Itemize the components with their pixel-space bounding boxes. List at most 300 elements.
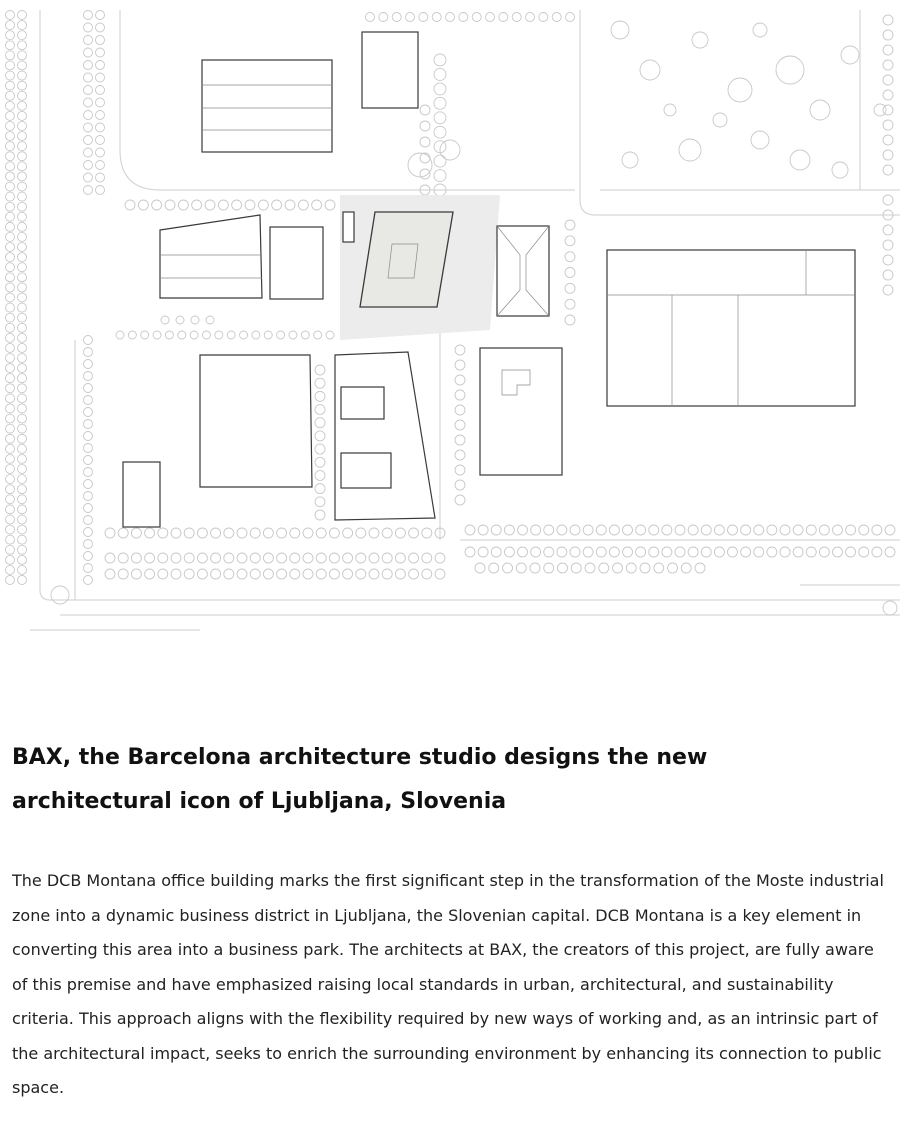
- tree-mark: [544, 547, 554, 557]
- tree-mark: [369, 553, 379, 563]
- tree-mark: [316, 528, 326, 538]
- tree-mark: [6, 101, 15, 110]
- tree-mark: [6, 142, 15, 151]
- tree-mark: [459, 13, 468, 22]
- tree-mark: [264, 331, 272, 339]
- tree-mark: [623, 547, 633, 557]
- tree-mark: [883, 601, 897, 615]
- tree-mark: [237, 553, 247, 563]
- tree-mark: [158, 528, 168, 538]
- tree-mark: [6, 333, 15, 342]
- tree-mark: [767, 525, 777, 535]
- tree-mark: [211, 553, 221, 563]
- tree-mark: [118, 553, 128, 563]
- tree-mark: [713, 113, 727, 127]
- tree-mark: [224, 528, 234, 538]
- tree-mark: [18, 505, 27, 514]
- tree-mark: [395, 553, 405, 563]
- tree-mark: [859, 547, 869, 557]
- tree-mark: [455, 450, 465, 460]
- tree-mark: [245, 200, 255, 210]
- tree-mark: [211, 528, 221, 538]
- tree-mark: [84, 86, 93, 95]
- tree-mark: [475, 563, 485, 573]
- tree-mark: [96, 36, 105, 45]
- tree-mark: [161, 316, 169, 324]
- tree-mark: [96, 73, 105, 82]
- tree-mark: [806, 525, 816, 535]
- tree-mark: [544, 525, 554, 535]
- tree-mark: [18, 121, 27, 130]
- tree-mark: [455, 405, 465, 415]
- tree-mark: [18, 565, 27, 574]
- tree-mark: [303, 553, 313, 563]
- tree-mark: [609, 525, 619, 535]
- tree-mark: [435, 569, 445, 579]
- tree-mark: [315, 418, 325, 428]
- tree-mark: [512, 13, 521, 22]
- tree-mark: [409, 528, 419, 538]
- tree-mark: [178, 200, 188, 210]
- tree-mark: [409, 553, 419, 563]
- tree-mark: [18, 374, 27, 383]
- tree-mark: [250, 553, 260, 563]
- tree-mark: [165, 331, 173, 339]
- tree-mark: [503, 563, 513, 573]
- tree-mark: [298, 200, 308, 210]
- tree-mark: [205, 200, 215, 210]
- tree-mark: [84, 36, 93, 45]
- tree-mark: [434, 68, 446, 80]
- tree-mark: [118, 528, 128, 538]
- tree-mark: [96, 111, 105, 120]
- tree-mark: [6, 475, 15, 484]
- tree-mark: [832, 162, 848, 178]
- tree-mark: [434, 170, 446, 182]
- tree-mark: [96, 86, 105, 95]
- tree-mark: [18, 192, 27, 201]
- tree-mark: [18, 202, 27, 211]
- tree-mark: [883, 120, 893, 130]
- tree-mark: [883, 165, 893, 175]
- tree-mark: [158, 553, 168, 563]
- tree-mark: [668, 563, 678, 573]
- tree-mark: [883, 270, 893, 280]
- tree-mark: [885, 525, 895, 535]
- tree-mark: [6, 41, 15, 50]
- tree-mark: [84, 111, 93, 120]
- tree-mark: [312, 200, 322, 210]
- tree-mark: [84, 552, 93, 561]
- tree-mark: [206, 316, 214, 324]
- tree-mark: [290, 569, 300, 579]
- tree-mark: [6, 263, 15, 272]
- tree-mark: [314, 331, 322, 339]
- tree-mark: [883, 240, 893, 250]
- tree-mark: [18, 525, 27, 534]
- tree-mark: [303, 528, 313, 538]
- tree-mark: [171, 569, 181, 579]
- tree-mark: [96, 148, 105, 157]
- tree-mark: [649, 547, 659, 557]
- tree-mark: [184, 528, 194, 538]
- tree-mark: [714, 525, 724, 535]
- tree-mark: [6, 465, 15, 474]
- tree-mark: [883, 285, 893, 295]
- tree-mark: [202, 331, 210, 339]
- tree-mark: [728, 547, 738, 557]
- tree-mark: [6, 495, 15, 504]
- tree-mark: [636, 547, 646, 557]
- tree-mark: [6, 343, 15, 352]
- tree-mark: [329, 553, 339, 563]
- tree-mark: [6, 162, 15, 171]
- tree-mark: [252, 331, 260, 339]
- tree-mark: [806, 547, 816, 557]
- tree-mark: [6, 434, 15, 443]
- tree-mark: [810, 100, 830, 120]
- tree-mark: [18, 243, 27, 252]
- tree-mark: [681, 563, 691, 573]
- tree-mark: [84, 480, 93, 489]
- tree-mark: [325, 200, 335, 210]
- tree-mark: [455, 465, 465, 475]
- tree-mark: [285, 200, 295, 210]
- tree-mark: [18, 323, 27, 332]
- tree-mark: [138, 200, 148, 210]
- tree-mark: [544, 563, 554, 573]
- tree-mark: [570, 547, 580, 557]
- tree-mark: [558, 563, 568, 573]
- tree-mark: [422, 553, 432, 563]
- tree-mark: [84, 73, 93, 82]
- tree-mark: [289, 331, 297, 339]
- tree-mark: [105, 569, 115, 579]
- tree-mark: [379, 13, 388, 22]
- tree-mark: [776, 56, 804, 84]
- tree-mark: [422, 569, 432, 579]
- tree-mark: [105, 553, 115, 563]
- tree-mark: [84, 456, 93, 465]
- tree-mark: [18, 555, 27, 564]
- tree-mark: [489, 563, 499, 573]
- tree-mark: [6, 152, 15, 161]
- tree-mark: [84, 504, 93, 513]
- tree-mark: [84, 408, 93, 417]
- tree-mark: [18, 232, 27, 241]
- tree-mark: [504, 547, 514, 557]
- tree-mark: [96, 123, 105, 132]
- tree-mark: [6, 192, 15, 201]
- tree-mark: [518, 547, 528, 557]
- tree-mark: [366, 13, 375, 22]
- tree-mark: [277, 553, 287, 563]
- tree-mark: [315, 431, 325, 441]
- tree-mark: [18, 142, 27, 151]
- tree-mark: [84, 444, 93, 453]
- tree-mark: [18, 21, 27, 30]
- tree-mark: [382, 553, 392, 563]
- tree-mark: [6, 232, 15, 241]
- tree-mark: [6, 303, 15, 312]
- tree-mark: [583, 547, 593, 557]
- tree-mark: [240, 331, 248, 339]
- tree-mark: [565, 252, 575, 262]
- tree-mark: [197, 553, 207, 563]
- tree-mark: [18, 273, 27, 282]
- tree-mark: [6, 243, 15, 252]
- tree-mark: [6, 364, 15, 373]
- tree-mark: [491, 525, 501, 535]
- tree-mark: [640, 60, 660, 80]
- tree-mark: [277, 528, 287, 538]
- tree-mark: [570, 525, 580, 535]
- tree-mark: [84, 360, 93, 369]
- tree-mark: [611, 21, 629, 39]
- tree-mark: [6, 121, 15, 130]
- tree-mark: [596, 525, 606, 535]
- tree-mark: [585, 563, 595, 573]
- tree-mark: [6, 485, 15, 494]
- tree-mark: [883, 45, 893, 55]
- tree-mark: [145, 569, 155, 579]
- tree-mark: [440, 140, 460, 160]
- tree-mark: [883, 75, 893, 85]
- tree-mark: [105, 528, 115, 538]
- tree-mark: [6, 545, 15, 554]
- tree-mark: [434, 97, 446, 109]
- tree-mark: [190, 331, 198, 339]
- tree-mark: [272, 200, 282, 210]
- tree-mark: [846, 547, 856, 557]
- tree-mark: [184, 569, 194, 579]
- tree-mark: [118, 569, 128, 579]
- tree-mark: [84, 348, 93, 357]
- tree-mark: [566, 13, 575, 22]
- tree-mark: [343, 569, 353, 579]
- tree-mark: [263, 528, 273, 538]
- tree-mark: [51, 586, 69, 604]
- tree-mark: [565, 236, 575, 246]
- tree-mark: [623, 525, 633, 535]
- tree-mark: [753, 23, 767, 37]
- tree-mark: [84, 23, 93, 32]
- tree-mark: [790, 150, 810, 170]
- tree-mark: [84, 396, 93, 405]
- tree-mark: [695, 563, 705, 573]
- tree-mark: [153, 331, 161, 339]
- tree-mark: [649, 525, 659, 535]
- tree-mark: [145, 553, 155, 563]
- tree-mark: [211, 569, 221, 579]
- tree-mark: [472, 13, 481, 22]
- tree-mark: [613, 563, 623, 573]
- tree-mark: [609, 547, 619, 557]
- tree-mark: [419, 13, 428, 22]
- article-paragraph: The DCB Montana office building marks the first significant step in the transformation of the Moste industrial zone into a dynamic business district in Ljubljana, the Slovenian capital. DCB Montana is a key element in converting this area into a business park. The architects at BAX, the creators of this project, are fully aware of this premise and have emphasized raising local standards in urban, architectural, and sustainability criteria. This approach aligns with the flexibility required by new ways of working and, as an intrinsic part of the architectural impact, seeks to enrich the surrounding environment by enhancing its connection to public space.: [12, 871, 884, 1097]
- tree-mark: [18, 253, 27, 262]
- tree-mark: [237, 528, 247, 538]
- tree-mark: [6, 394, 15, 403]
- tree-mark: [96, 186, 105, 195]
- tree-mark: [565, 283, 575, 293]
- tree-mark: [526, 13, 535, 22]
- tree-mark: [176, 316, 184, 324]
- tree-mark: [158, 569, 168, 579]
- tree-mark: [316, 569, 326, 579]
- tree-mark: [18, 465, 27, 474]
- tree-mark: [315, 378, 325, 388]
- tree-mark: [599, 563, 609, 573]
- tree-mark: [218, 200, 228, 210]
- tree-mark: [315, 484, 325, 494]
- tree-mark: [18, 333, 27, 342]
- tree-mark: [455, 375, 465, 385]
- tree-mark: [6, 515, 15, 524]
- tree-mark: [6, 222, 15, 231]
- tree-mark: [662, 525, 672, 535]
- tree-mark: [18, 222, 27, 231]
- tree-mark: [315, 497, 325, 507]
- tree-mark: [224, 553, 234, 563]
- tree-mark: [728, 78, 752, 102]
- tree-mark: [478, 547, 488, 557]
- tree-mark: [455, 495, 465, 505]
- tree-mark: [232, 200, 242, 210]
- tree-mark: [754, 547, 764, 557]
- tree-mark: [767, 547, 777, 557]
- tree-mark: [290, 553, 300, 563]
- tree-mark: [688, 525, 698, 535]
- tree-mark: [499, 13, 508, 22]
- tree-mark: [84, 161, 93, 170]
- tree-mark: [18, 424, 27, 433]
- tree-mark: [18, 172, 27, 181]
- tree-mark: [874, 104, 886, 116]
- tree-mark: [6, 212, 15, 221]
- tree-mark: [369, 569, 379, 579]
- tree-mark: [84, 540, 93, 549]
- tree-mark: [131, 528, 141, 538]
- tree-mark: [531, 525, 541, 535]
- tree-mark: [18, 71, 27, 80]
- tree-mark: [18, 354, 27, 363]
- tree-mark: [343, 553, 353, 563]
- tree-mark: [315, 510, 325, 520]
- tree-mark: [883, 135, 893, 145]
- tree-mark: [679, 139, 701, 161]
- tree-mark: [819, 525, 829, 535]
- tree-mark: [833, 547, 843, 557]
- tree-mark: [6, 555, 15, 564]
- tree-mark: [6, 111, 15, 120]
- tree-mark: [18, 303, 27, 312]
- tree-mark: [84, 148, 93, 157]
- tree-mark: [84, 61, 93, 70]
- tree-mark: [84, 372, 93, 381]
- tree-mark: [131, 553, 141, 563]
- tree-mark: [504, 525, 514, 535]
- tree-mark: [224, 569, 234, 579]
- tree-mark: [728, 525, 738, 535]
- tree-mark: [883, 255, 893, 265]
- tree-mark: [18, 364, 27, 373]
- tree-mark: [18, 495, 27, 504]
- tree-mark: [18, 313, 27, 322]
- tree-mark: [197, 569, 207, 579]
- tree-mark: [84, 336, 93, 345]
- tree-mark: [18, 515, 27, 524]
- tree-mark: [263, 553, 273, 563]
- tree-mark: [6, 132, 15, 141]
- tree-mark: [392, 13, 401, 22]
- tree-mark: [531, 547, 541, 557]
- tree-mark: [96, 61, 105, 70]
- tree-mark: [84, 11, 93, 20]
- tree-mark: [565, 315, 575, 325]
- tree-mark: [18, 162, 27, 171]
- tree-mark: [145, 528, 155, 538]
- tree-mark: [343, 528, 353, 538]
- tree-mark: [356, 553, 366, 563]
- tree-mark: [18, 41, 27, 50]
- tree-mark: [518, 525, 528, 535]
- tree-mark: [250, 528, 260, 538]
- tree-mark: [6, 61, 15, 70]
- tree-mark: [18, 434, 27, 443]
- tree-mark: [303, 569, 313, 579]
- tree-mark: [636, 525, 646, 535]
- tree-mark: [6, 404, 15, 413]
- tree-mark: [434, 54, 446, 66]
- tree-mark: [84, 516, 93, 525]
- tree-mark: [455, 480, 465, 490]
- tree-mark: [422, 528, 432, 538]
- tree-mark: [96, 23, 105, 32]
- tree-mark: [872, 525, 882, 535]
- tree-mark: [714, 547, 724, 557]
- tree-mark: [18, 384, 27, 393]
- tree-mark: [859, 525, 869, 535]
- tree-mark: [18, 394, 27, 403]
- tree-mark: [18, 535, 27, 544]
- tree-mark: [6, 444, 15, 453]
- tree-mark: [84, 186, 93, 195]
- tree-mark: [819, 547, 829, 557]
- tree-mark: [84, 98, 93, 107]
- tree-mark: [6, 414, 15, 423]
- tree-mark: [6, 525, 15, 534]
- tree-mark: [465, 525, 475, 535]
- tree-mark: [701, 525, 711, 535]
- tree-mark: [883, 225, 893, 235]
- tree-mark: [84, 528, 93, 537]
- tree-mark: [6, 202, 15, 211]
- tree-mark: [793, 525, 803, 535]
- tree-mark: [409, 569, 419, 579]
- tree-mark: [6, 31, 15, 40]
- tree-mark: [315, 405, 325, 415]
- tree-mark: [84, 432, 93, 441]
- tree-mark: [315, 470, 325, 480]
- tree-mark: [84, 492, 93, 501]
- tree-mark: [435, 553, 445, 563]
- tree-mark: [326, 331, 334, 339]
- tree-mark: [565, 220, 575, 230]
- tree-mark: [84, 173, 93, 182]
- tree-mark: [432, 13, 441, 22]
- tree-mark: [18, 343, 27, 352]
